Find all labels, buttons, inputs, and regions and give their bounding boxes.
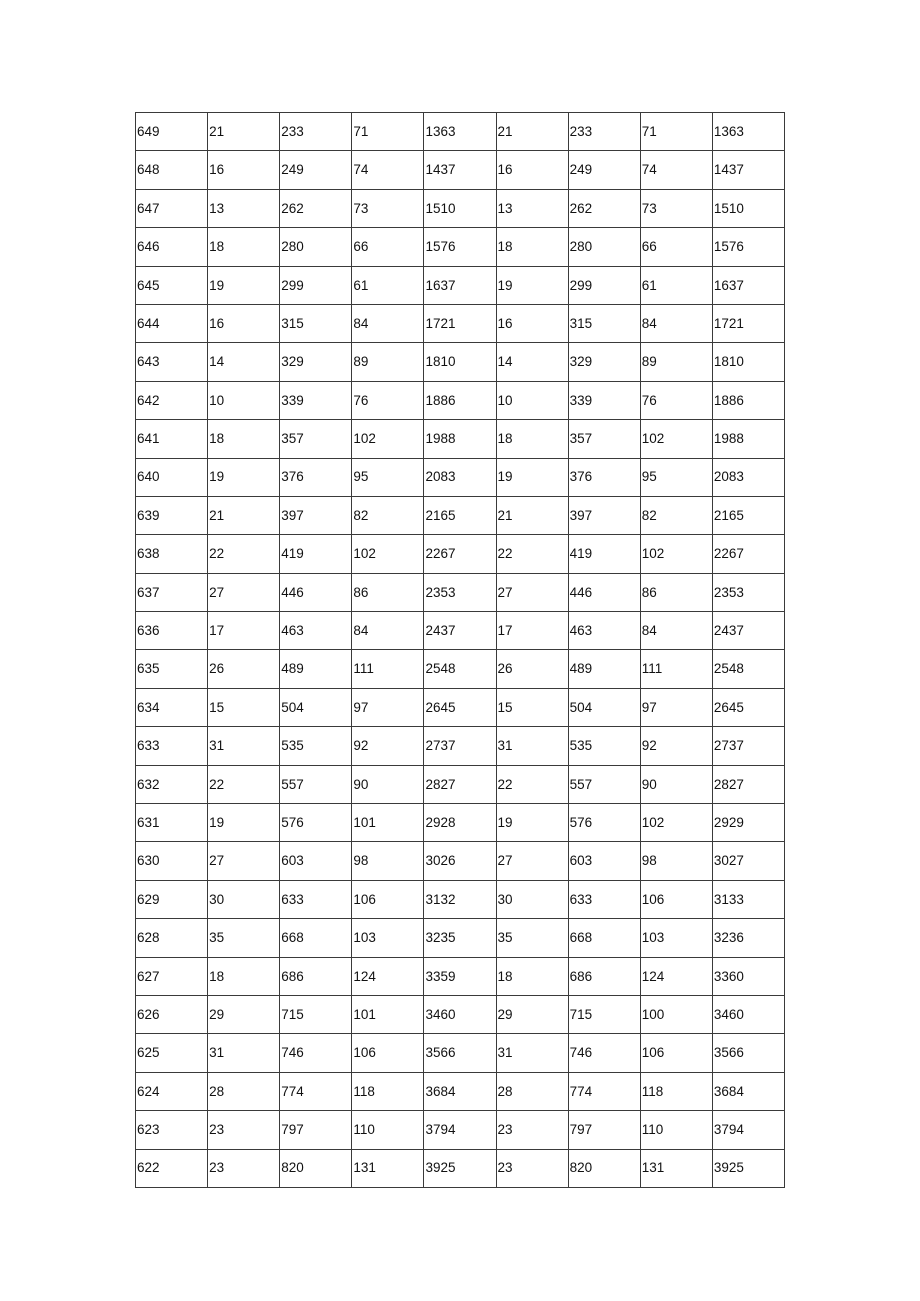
table-cell: 2548 — [424, 650, 496, 688]
table-cell: 1721 — [712, 304, 784, 342]
table-cell: 21 — [496, 496, 568, 534]
table-cell: 26 — [208, 650, 280, 688]
table-cell: 262 — [280, 189, 352, 227]
table-cell: 97 — [640, 688, 712, 726]
table-row — [136, 228, 785, 266]
table-cell: 103 — [352, 919, 424, 957]
table-cell: 102 — [640, 535, 712, 573]
table-cell: 82 — [352, 496, 424, 534]
table-cell: 625 — [136, 1034, 208, 1072]
table-cell: 299 — [568, 266, 640, 304]
table-row — [136, 957, 785, 995]
table-cell: 280 — [568, 228, 640, 266]
table-cell: 249 — [280, 151, 352, 189]
score-table — [135, 112, 785, 1188]
table-cell: 90 — [640, 765, 712, 803]
table-cell: 16 — [208, 151, 280, 189]
table-cell: 61 — [640, 266, 712, 304]
table-cell: 686 — [280, 957, 352, 995]
table-cell: 71 — [640, 113, 712, 151]
table-cell: 1576 — [712, 228, 784, 266]
table-cell: 624 — [136, 1072, 208, 1110]
table-cell: 13 — [496, 189, 568, 227]
table-cell: 103 — [640, 919, 712, 957]
table-cell: 106 — [352, 880, 424, 918]
table-cell: 2737 — [712, 727, 784, 765]
table-cell: 557 — [568, 765, 640, 803]
table-cell: 23 — [496, 1111, 568, 1149]
table-cell: 645 — [136, 266, 208, 304]
table-cell: 797 — [280, 1111, 352, 1149]
table-cell: 627 — [136, 957, 208, 995]
table-cell: 419 — [280, 535, 352, 573]
table-cell: 10 — [496, 381, 568, 419]
table-cell: 2437 — [712, 612, 784, 650]
table-cell: 35 — [208, 919, 280, 957]
table-cell: 21 — [496, 113, 568, 151]
table-cell: 668 — [280, 919, 352, 957]
table-cell: 2827 — [424, 765, 496, 803]
table-cell: 639 — [136, 496, 208, 534]
table-cell: 647 — [136, 189, 208, 227]
table-cell: 2645 — [424, 688, 496, 726]
table-cell: 3236 — [712, 919, 784, 957]
table-cell: 1810 — [424, 343, 496, 381]
table-cell: 797 — [568, 1111, 640, 1149]
table-cell: 715 — [568, 995, 640, 1033]
table-cell: 18 — [496, 957, 568, 995]
table-cell: 357 — [280, 420, 352, 458]
table-cell: 635 — [136, 650, 208, 688]
table-cell: 649 — [136, 113, 208, 151]
table-cell: 638 — [136, 535, 208, 573]
table-cell: 106 — [640, 880, 712, 918]
table-cell: 97 — [352, 688, 424, 726]
table-cell: 92 — [640, 727, 712, 765]
table-row — [136, 151, 785, 189]
table-cell: 131 — [640, 1149, 712, 1187]
table-cell: 18 — [496, 420, 568, 458]
table-cell: 18 — [208, 420, 280, 458]
table-cell: 535 — [280, 727, 352, 765]
table-cell: 31 — [208, 1034, 280, 1072]
table-cell: 1637 — [424, 266, 496, 304]
table-cell: 98 — [352, 842, 424, 880]
table-cell: 376 — [568, 458, 640, 496]
table-cell: 3133 — [712, 880, 784, 918]
table-cell: 3794 — [424, 1111, 496, 1149]
table-cell: 489 — [568, 650, 640, 688]
table-cell: 18 — [208, 957, 280, 995]
table-cell: 14 — [208, 343, 280, 381]
table-cell: 1810 — [712, 343, 784, 381]
table-cell: 634 — [136, 688, 208, 726]
table-cell: 98 — [640, 842, 712, 880]
table-cell: 1576 — [424, 228, 496, 266]
table-cell: 329 — [280, 343, 352, 381]
table-cell: 357 — [568, 420, 640, 458]
table-cell: 640 — [136, 458, 208, 496]
table-cell: 18 — [496, 228, 568, 266]
table-cell: 2165 — [424, 496, 496, 534]
table-cell: 280 — [280, 228, 352, 266]
table-cell: 249 — [568, 151, 640, 189]
table-cell: 1886 — [712, 381, 784, 419]
table-cell: 603 — [568, 842, 640, 880]
table-cell: 2548 — [712, 650, 784, 688]
table-cell: 27 — [496, 842, 568, 880]
table-cell: 19 — [208, 804, 280, 842]
table-cell: 86 — [640, 573, 712, 611]
table-cell: 820 — [568, 1149, 640, 1187]
table-cell: 1988 — [712, 420, 784, 458]
table-cell: 102 — [640, 804, 712, 842]
table-cell: 23 — [208, 1111, 280, 1149]
table-cell: 101 — [352, 995, 424, 1033]
table-cell: 19 — [496, 804, 568, 842]
table-cell: 124 — [640, 957, 712, 995]
table-cell: 21 — [208, 113, 280, 151]
table-cell: 315 — [280, 304, 352, 342]
table-cell: 102 — [352, 420, 424, 458]
table-cell: 1363 — [712, 113, 784, 151]
table-cell: 29 — [496, 995, 568, 1033]
table-row — [136, 880, 785, 918]
table-cell: 631 — [136, 804, 208, 842]
table-cell: 73 — [640, 189, 712, 227]
table-row — [136, 343, 785, 381]
table-cell: 630 — [136, 842, 208, 880]
table-cell: 419 — [568, 535, 640, 573]
table-cell: 74 — [352, 151, 424, 189]
table-cell: 22 — [496, 765, 568, 803]
table-cell: 10 — [208, 381, 280, 419]
table-cell: 110 — [640, 1111, 712, 1149]
table-cell: 100 — [640, 995, 712, 1033]
table-cell: 774 — [280, 1072, 352, 1110]
table-cell: 2083 — [424, 458, 496, 496]
table-cell: 22 — [208, 535, 280, 573]
table-cell: 15 — [496, 688, 568, 726]
table-cell: 31 — [208, 727, 280, 765]
table-cell: 26 — [496, 650, 568, 688]
table-row — [136, 1034, 785, 1072]
table-cell: 92 — [352, 727, 424, 765]
table-cell: 27 — [208, 573, 280, 611]
table-cell: 19 — [496, 458, 568, 496]
table-cell: 28 — [496, 1072, 568, 1110]
table-cell: 2267 — [424, 535, 496, 573]
table-row — [136, 1149, 785, 1187]
table-cell: 84 — [352, 304, 424, 342]
table-cell: 27 — [208, 842, 280, 880]
table-cell: 397 — [280, 496, 352, 534]
table-row — [136, 304, 785, 342]
table-cell: 29 — [208, 995, 280, 1033]
table-cell: 1637 — [712, 266, 784, 304]
table-cell: 102 — [640, 420, 712, 458]
table-cell: 16 — [208, 304, 280, 342]
table-cell: 16 — [496, 304, 568, 342]
table-cell: 2737 — [424, 727, 496, 765]
table-cell: 632 — [136, 765, 208, 803]
table-cell: 774 — [568, 1072, 640, 1110]
table-cell: 1437 — [424, 151, 496, 189]
table-cell: 504 — [280, 688, 352, 726]
table-cell: 3026 — [424, 842, 496, 880]
table-cell: 3925 — [424, 1149, 496, 1187]
table-cell: 644 — [136, 304, 208, 342]
table-cell: 376 — [280, 458, 352, 496]
table-cell: 76 — [352, 381, 424, 419]
table-cell: 13 — [208, 189, 280, 227]
table-cell: 2929 — [712, 804, 784, 842]
table-cell: 3566 — [424, 1034, 496, 1072]
table-cell: 628 — [136, 919, 208, 957]
table-cell: 19 — [208, 458, 280, 496]
table-cell: 629 — [136, 880, 208, 918]
table-cell: 106 — [640, 1034, 712, 1072]
table-cell: 110 — [352, 1111, 424, 1149]
table-cell: 504 — [568, 688, 640, 726]
table-cell: 71 — [352, 113, 424, 151]
table-cell: 61 — [352, 266, 424, 304]
table-cell: 84 — [640, 304, 712, 342]
table-cell: 576 — [568, 804, 640, 842]
table-row — [136, 995, 785, 1033]
table-cell: 118 — [640, 1072, 712, 1110]
table-cell: 73 — [352, 189, 424, 227]
table-cell: 329 — [568, 343, 640, 381]
table-row — [136, 381, 785, 419]
table-row — [136, 266, 785, 304]
table-cell: 28 — [208, 1072, 280, 1110]
table-cell: 641 — [136, 420, 208, 458]
table-cell: 576 — [280, 804, 352, 842]
table-cell: 686 — [568, 957, 640, 995]
table-cell: 339 — [280, 381, 352, 419]
table-row — [136, 1072, 785, 1110]
table-cell: 1886 — [424, 381, 496, 419]
table-cell: 1510 — [424, 189, 496, 227]
table-cell: 124 — [352, 957, 424, 995]
table-row — [136, 458, 785, 496]
table-cell: 463 — [280, 612, 352, 650]
table-cell: 18 — [208, 228, 280, 266]
table-row — [136, 113, 785, 151]
table-cell: 22 — [208, 765, 280, 803]
table-cell: 2353 — [712, 573, 784, 611]
score-table-body — [136, 113, 785, 1188]
table-row — [136, 919, 785, 957]
table-cell: 643 — [136, 343, 208, 381]
table-cell: 3684 — [712, 1072, 784, 1110]
table-cell: 2165 — [712, 496, 784, 534]
table-cell: 30 — [496, 880, 568, 918]
table-row — [136, 189, 785, 227]
table-cell: 31 — [496, 1034, 568, 1072]
table-row — [136, 765, 785, 803]
table-cell: 3460 — [424, 995, 496, 1033]
table-cell: 74 — [640, 151, 712, 189]
table-cell: 66 — [352, 228, 424, 266]
table-cell: 636 — [136, 612, 208, 650]
table-row — [136, 650, 785, 688]
table-row — [136, 420, 785, 458]
table-cell: 1721 — [424, 304, 496, 342]
table-cell: 1510 — [712, 189, 784, 227]
table-cell: 3684 — [424, 1072, 496, 1110]
table-cell: 89 — [352, 343, 424, 381]
table-cell: 603 — [280, 842, 352, 880]
table-cell: 2083 — [712, 458, 784, 496]
table-cell: 339 — [568, 381, 640, 419]
table-cell: 3027 — [712, 842, 784, 880]
table-cell: 30 — [208, 880, 280, 918]
table-cell: 746 — [568, 1034, 640, 1072]
table-cell: 446 — [280, 573, 352, 611]
table-cell: 463 — [568, 612, 640, 650]
table-cell: 746 — [280, 1034, 352, 1072]
table-row — [136, 1111, 785, 1149]
table-cell: 82 — [640, 496, 712, 534]
table-cell: 299 — [280, 266, 352, 304]
table-row — [136, 688, 785, 726]
table-cell: 76 — [640, 381, 712, 419]
table-cell: 2827 — [712, 765, 784, 803]
table-cell: 637 — [136, 573, 208, 611]
table-cell: 633 — [568, 880, 640, 918]
table-row — [136, 496, 785, 534]
table-cell: 84 — [352, 612, 424, 650]
table-cell: 66 — [640, 228, 712, 266]
table-cell: 3925 — [712, 1149, 784, 1187]
table-row — [136, 727, 785, 765]
table-cell: 17 — [496, 612, 568, 650]
table-cell: 118 — [352, 1072, 424, 1110]
table-cell: 23 — [208, 1149, 280, 1187]
table-cell: 19 — [208, 266, 280, 304]
table-cell: 642 — [136, 381, 208, 419]
table-cell: 102 — [352, 535, 424, 573]
table-cell: 89 — [640, 343, 712, 381]
table-cell: 3359 — [424, 957, 496, 995]
table-cell: 1363 — [424, 113, 496, 151]
table-cell: 3566 — [712, 1034, 784, 1072]
table-cell: 622 — [136, 1149, 208, 1187]
table-cell: 27 — [496, 573, 568, 611]
table-cell: 648 — [136, 151, 208, 189]
table-cell: 106 — [352, 1034, 424, 1072]
table-row — [136, 535, 785, 573]
table-cell: 111 — [352, 650, 424, 688]
table-cell: 14 — [496, 343, 568, 381]
table-cell: 2267 — [712, 535, 784, 573]
table-cell: 646 — [136, 228, 208, 266]
table-cell: 23 — [496, 1149, 568, 1187]
table-cell: 633 — [280, 880, 352, 918]
table-cell: 131 — [352, 1149, 424, 1187]
table-cell: 262 — [568, 189, 640, 227]
table-cell: 2353 — [424, 573, 496, 611]
table-cell: 84 — [640, 612, 712, 650]
table-cell: 233 — [280, 113, 352, 151]
table-cell: 397 — [568, 496, 640, 534]
table-cell: 17 — [208, 612, 280, 650]
table-cell: 101 — [352, 804, 424, 842]
table-cell: 90 — [352, 765, 424, 803]
table-cell: 233 — [568, 113, 640, 151]
table-cell: 31 — [496, 727, 568, 765]
table-cell: 2645 — [712, 688, 784, 726]
table-cell: 35 — [496, 919, 568, 957]
table-cell: 626 — [136, 995, 208, 1033]
table-cell: 22 — [496, 535, 568, 573]
table-row — [136, 573, 785, 611]
table-cell: 111 — [640, 650, 712, 688]
table-cell: 820 — [280, 1149, 352, 1187]
table-cell: 489 — [280, 650, 352, 688]
table-cell: 3360 — [712, 957, 784, 995]
table-cell: 95 — [640, 458, 712, 496]
table-cell: 95 — [352, 458, 424, 496]
table-cell: 623 — [136, 1111, 208, 1149]
table-cell: 715 — [280, 995, 352, 1033]
table-cell: 633 — [136, 727, 208, 765]
table-cell: 19 — [496, 266, 568, 304]
table-cell: 3460 — [712, 995, 784, 1033]
table-row — [136, 804, 785, 842]
table-cell: 557 — [280, 765, 352, 803]
table-cell: 1988 — [424, 420, 496, 458]
table-cell: 535 — [568, 727, 640, 765]
table-cell: 86 — [352, 573, 424, 611]
table-cell: 315 — [568, 304, 640, 342]
table-cell: 3794 — [712, 1111, 784, 1149]
table-cell: 3235 — [424, 919, 496, 957]
table-cell: 2437 — [424, 612, 496, 650]
table-row — [136, 842, 785, 880]
table-cell: 2928 — [424, 804, 496, 842]
table-cell: 1437 — [712, 151, 784, 189]
table-cell: 3132 — [424, 880, 496, 918]
table-cell: 16 — [496, 151, 568, 189]
table-row — [136, 612, 785, 650]
table-cell: 446 — [568, 573, 640, 611]
table-cell: 668 — [568, 919, 640, 957]
table-cell: 21 — [208, 496, 280, 534]
table-cell: 15 — [208, 688, 280, 726]
